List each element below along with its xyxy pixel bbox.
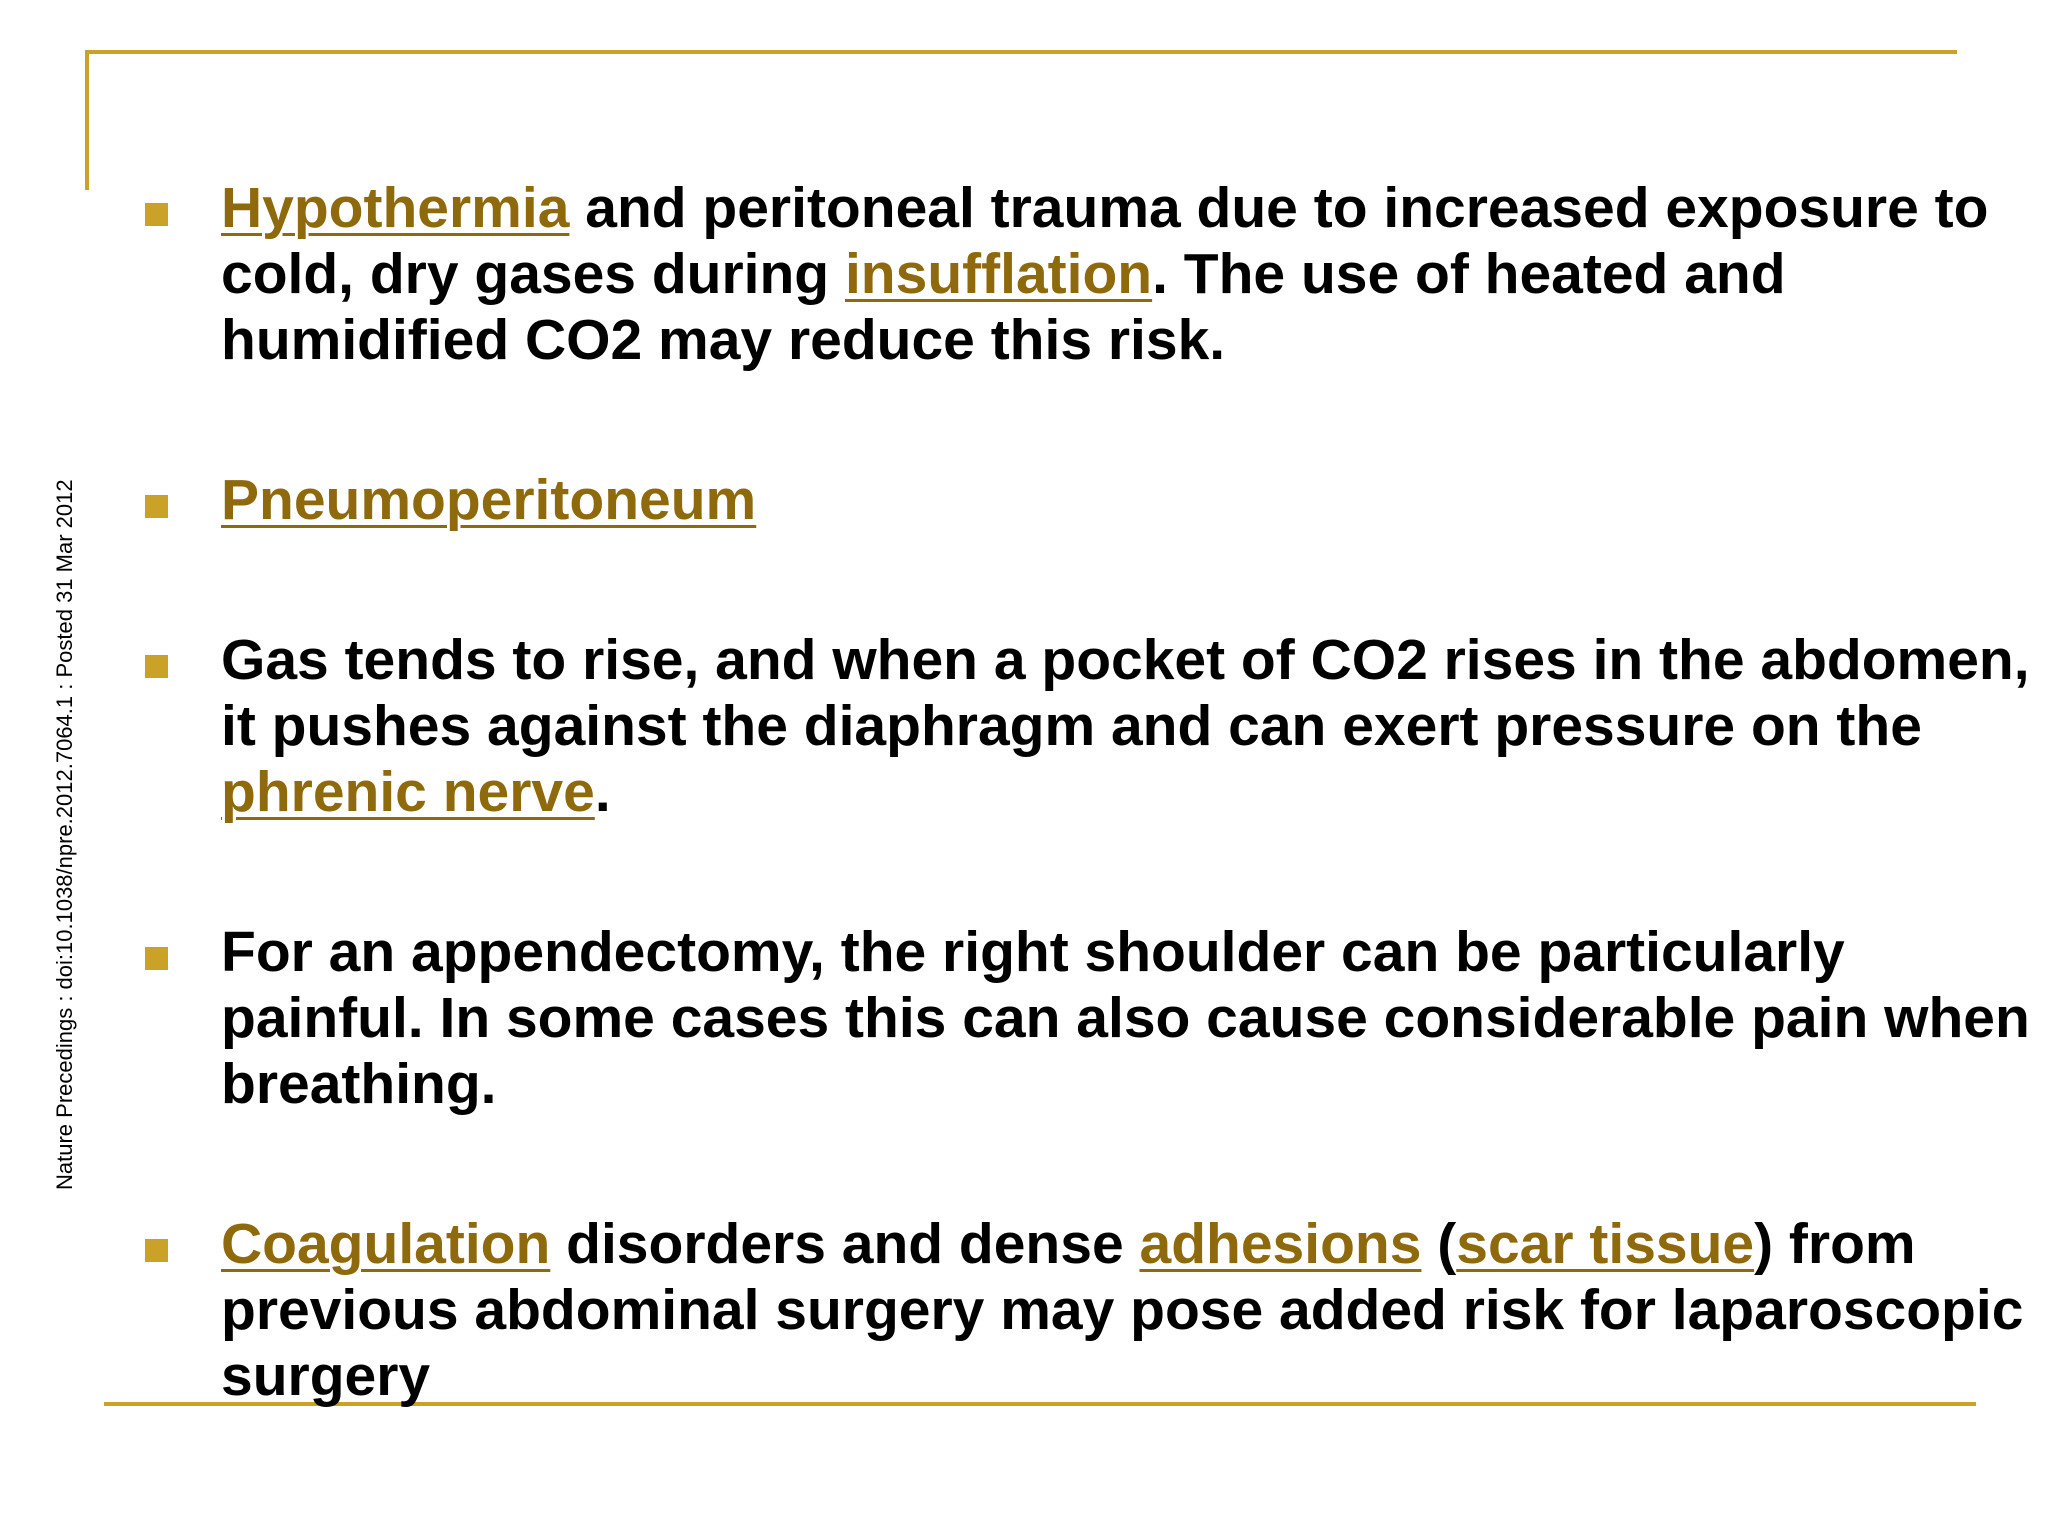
bullet-text: Gas tends to rise, and when a pocket of CO2 rises in the abdomen, it pushes against the diaphragm and can exert pressure on the [221,628,2030,758]
link-hypothermia[interactable]: Hypothermia [221,176,570,240]
link-phrenic-nerve[interactable]: phrenic nerve [221,760,595,824]
square-bullet-icon [145,495,168,518]
link-adhesions[interactable]: adhesions [1139,1212,1422,1276]
link-scar-tissue[interactable]: scar tissue [1456,1212,1755,1276]
link-coagulation[interactable]: Coagulation [221,1212,551,1276]
bullet-text: disorders and dense [550,1212,1140,1276]
side-citation: Nature Precedings : doi:10.1038/npre.2012.7064.1 : Posted 31 Mar 2012 [52,479,77,1190]
link-insufflation[interactable]: insufflation [844,242,1153,306]
square-bullet-icon [145,1239,168,1262]
left-rule [85,50,89,190]
square-bullet-icon [145,947,168,970]
bullet-item-pneumoperitoneum [145,467,2048,533]
bullet-text: For an appendectomy, the right shoulder can be particularly painful. In some cases this can also cause considerable pain when breathing. [221,920,2030,1116]
bullet-text: . The use of heated and humidified CO2 may reduce this risk. [221,242,1786,372]
top-rule [85,50,1957,54]
square-bullet-icon [145,655,168,678]
square-bullet-icon [145,203,168,226]
bullet-item-coagulation [145,1211,2048,1409]
bullet-text: ) from previous abdominal surgery may pose added risk for laparoscopic surgery [221,1212,2024,1408]
bullet-item-appendectomy [145,919,2048,1117]
bullet-item-hypothermia [145,175,2048,373]
bullet-item-gas-rise [145,627,2048,825]
bullet-text: and peritoneal trauma due to increased exposure to cold, dry gases during [221,176,1989,306]
link-pneumoperitoneum[interactable]: Pneumoperitoneum [221,468,757,532]
bullet-text: . [594,760,611,824]
bullet-text: ( [1421,1212,1457,1276]
